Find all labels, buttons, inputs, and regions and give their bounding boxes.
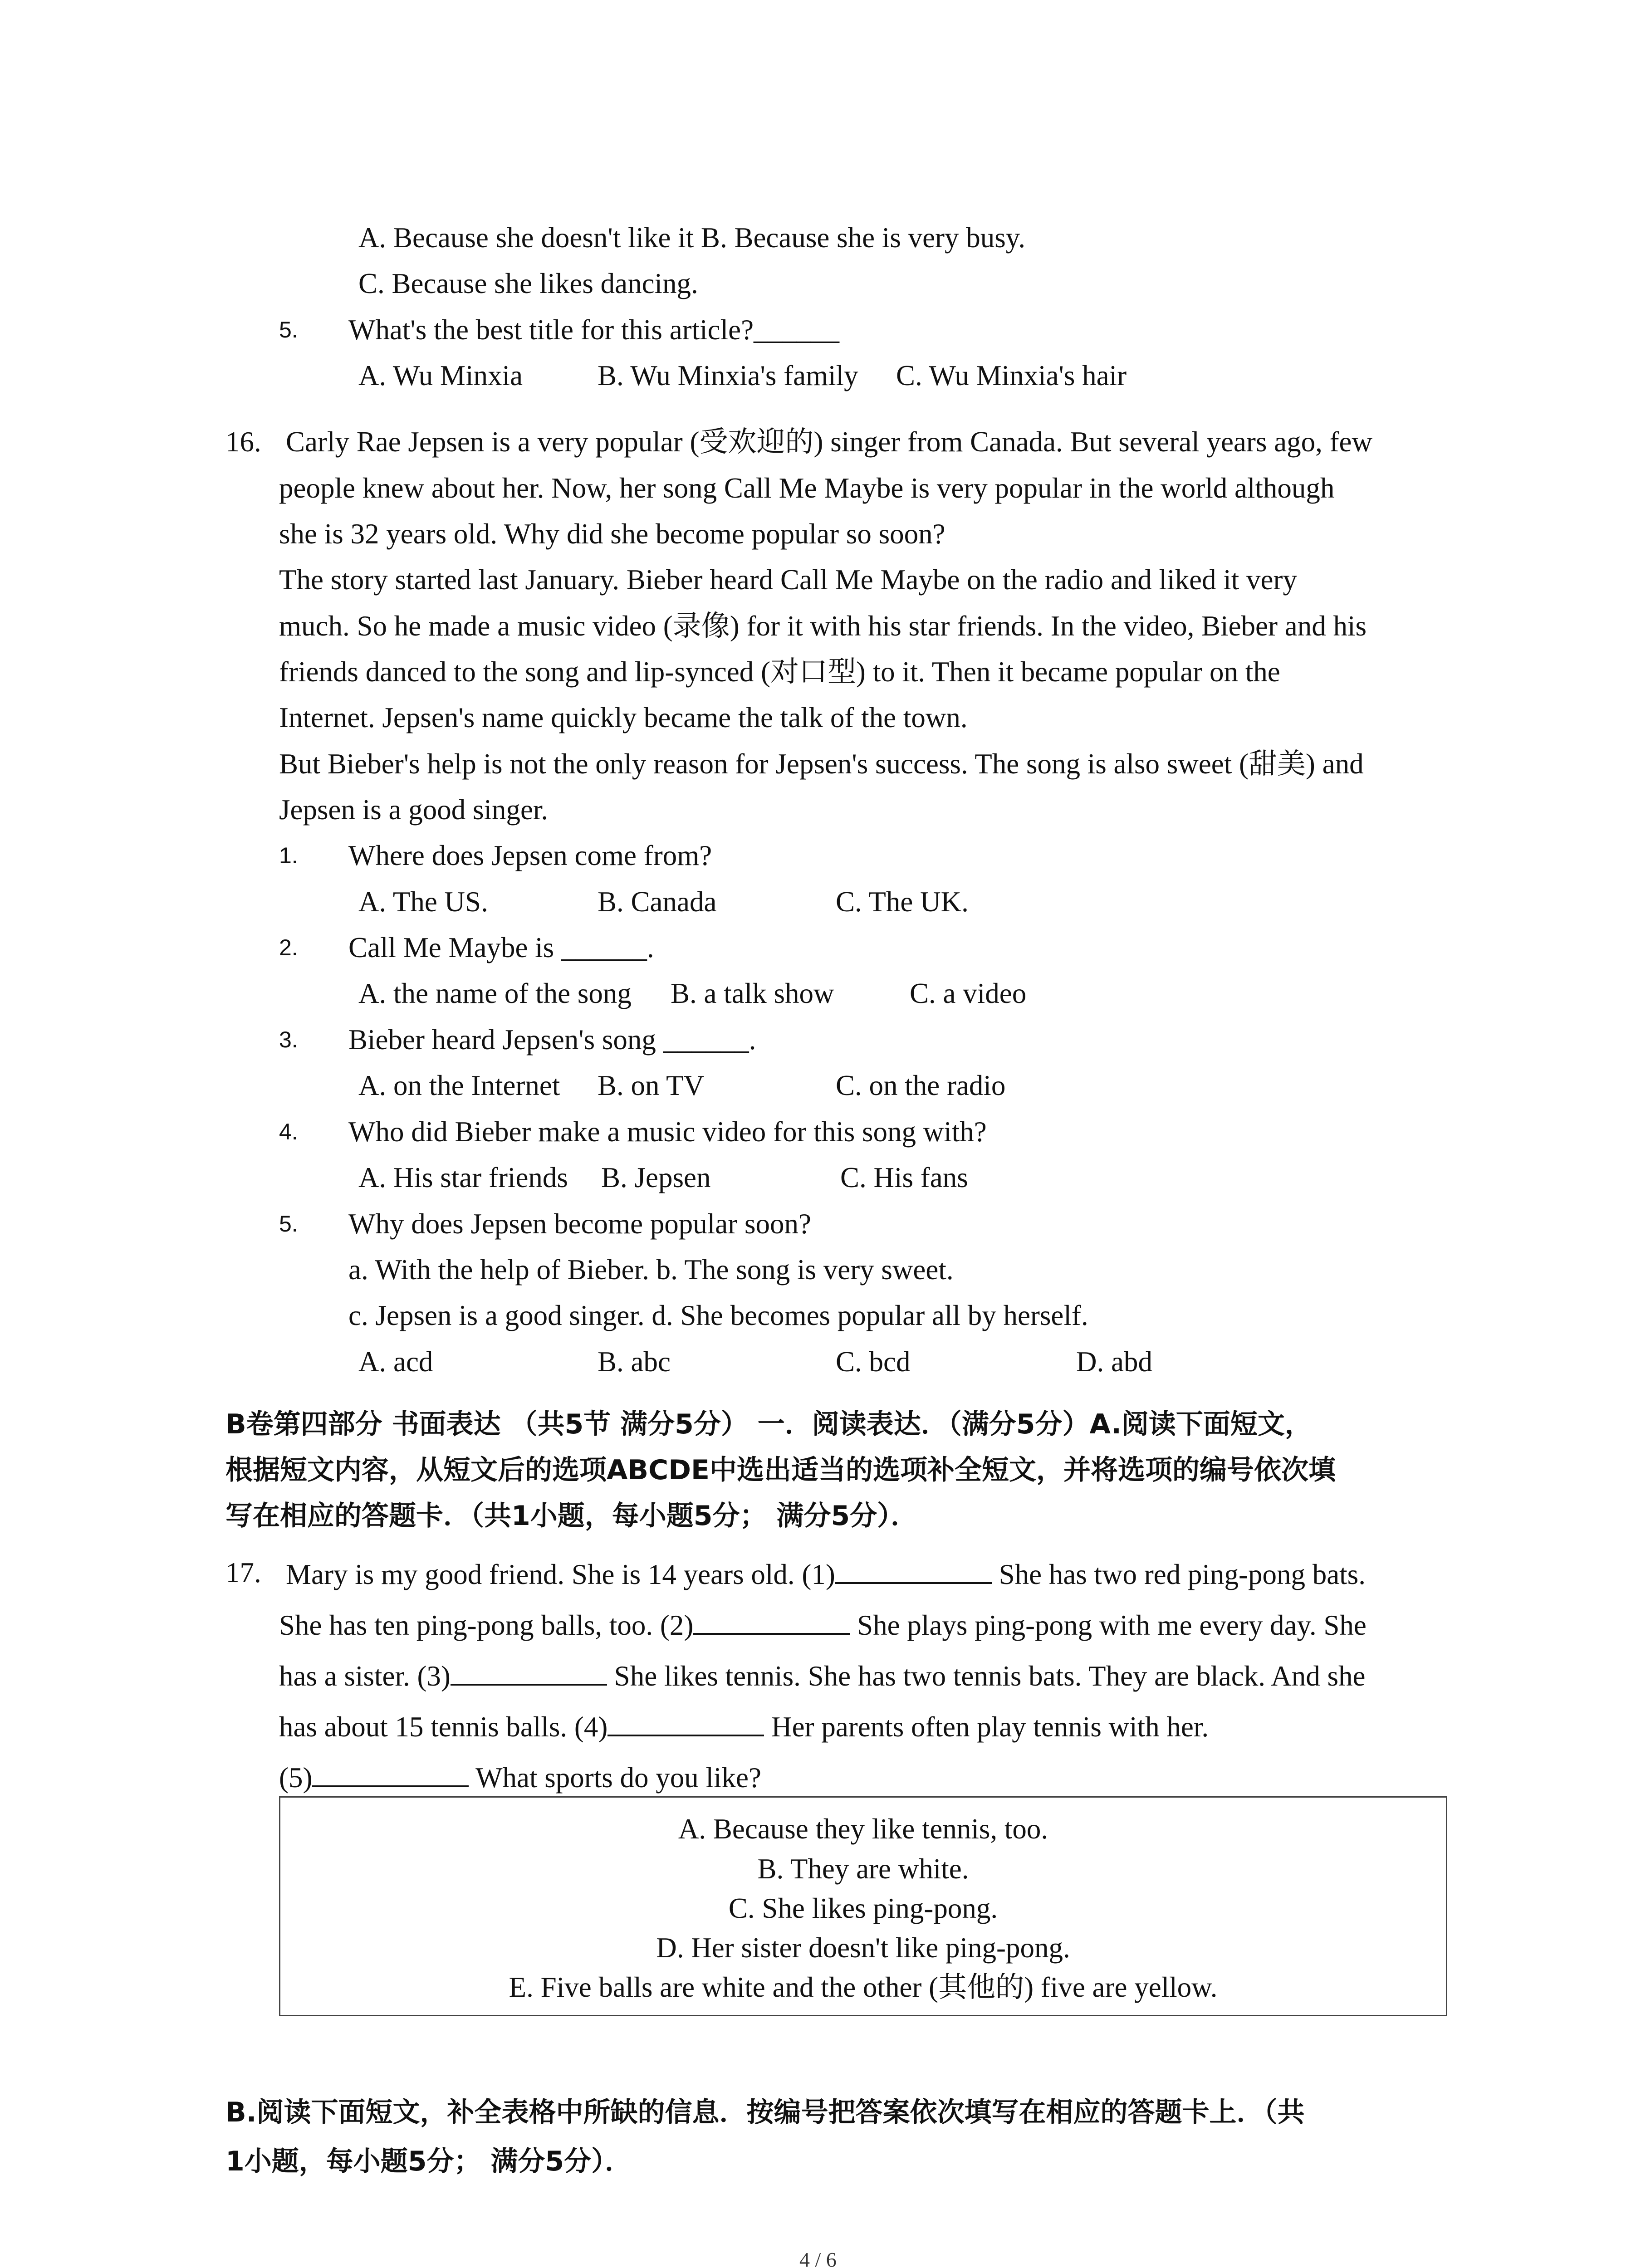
q16-passage-line: Jepsen is a good singer. (279, 794, 549, 826)
q16-passage-line: she is 32 years old. Why did she become popular so soon? (279, 518, 945, 550)
q17-text: has about 15 tennis balls. (4) (279, 1711, 608, 1743)
q16-3-option-c: C. on the radio (836, 1070, 1006, 1101)
q17-line (279, 1660, 1365, 1691)
q16-1-option-b: B. Canada (598, 886, 717, 918)
q15-5-option-b: B. Wu Minxia's family (598, 360, 858, 391)
q16-2-option-b: B. a talk show (671, 978, 834, 1009)
q16-4-number: 4. (279, 1119, 298, 1144)
q17-line (279, 1711, 1209, 1741)
q17-text: Her parents often play tennis with her. (764, 1711, 1209, 1743)
q16-5-option-c: C. bcd (836, 1346, 911, 1378)
q16-5-number: 5. (279, 1211, 298, 1237)
q16-1-text: Where does Jepsen come from? (348, 840, 712, 871)
q17-blank-5[interactable] (312, 1762, 469, 1787)
q16-4-option-a: A. His star friends (358, 1162, 568, 1193)
q17-text: (5) (279, 1762, 313, 1794)
section-b-header-line: B.阅读下面短文，补全表格中所缺的信息．按编号把答案依次填写在相应的答题卡上．（共 (225, 2097, 1305, 2128)
q16-passage-line: people knew about her. Now, her song Call Me Maybe is very popular in the world although (279, 472, 1335, 504)
q16-5-statements-cd: c. Jepsen is a good singer. d. She becomes popular all by herself. (348, 1300, 1088, 1331)
q16-2-text: Call Me Maybe is ______. (348, 932, 654, 963)
q17-text: has a sister. (3) (279, 1660, 451, 1692)
q16-3-option-b: B. on TV (598, 1070, 705, 1101)
section-b-header-line: 1小题，每小题5分； 满分5分）． (225, 2146, 632, 2177)
q16-1-option-a: A. The US. (358, 886, 488, 918)
section-header-line: 根据短文内容，从短文后的选项ABCDE中选出适当的选项补全短文，并将选项的编号依次填 (225, 1454, 1336, 1486)
q16-3-option-a: A. on the Internet (358, 1070, 560, 1101)
q15-4-options-row1: A. Because she doesn't like it B. Because she is very busy. (358, 222, 1025, 254)
q17-line (286, 1559, 1366, 1589)
q16-5-text: Why does Jepsen become popular soon? (348, 1208, 811, 1240)
q17-blank-4[interactable] (607, 1711, 764, 1736)
q16-2-option-a: A. the name of the song (358, 978, 632, 1009)
q17-options-box (279, 1796, 1447, 2016)
q17-text: What sports do you like? (469, 1762, 761, 1794)
q17-option: B. They are white. (757, 1853, 969, 1885)
q15-5-option-a: A. Wu Minxia (358, 360, 523, 391)
q16-1-number: 1. (279, 843, 298, 868)
q16-4-text: Who did Bieber make a music video for this song with? (348, 1116, 987, 1148)
q16-3-text: Bieber heard Jepsen's song ______. (348, 1024, 756, 1056)
q17-text: She has ten ping-pong balls, too. (2) (279, 1609, 694, 1641)
page-number: 4 / 6 (799, 2248, 837, 2268)
q17-text: She plays ping-pong with me every day. She (850, 1609, 1367, 1641)
q16-number: 16. (225, 426, 261, 458)
q16-5-option-b: B. abc (598, 1346, 671, 1378)
q17-blank-3[interactable] (451, 1660, 607, 1686)
q15-5-text: What's the best title for this article?______ (348, 314, 840, 346)
q17-blank-2[interactable] (693, 1609, 850, 1635)
q16-4-option-c: C. His fans (840, 1162, 968, 1193)
q16-3-number: 3. (279, 1027, 298, 1052)
q17-line (279, 1762, 761, 1792)
q17-number: 17. (225, 1557, 261, 1589)
q16-passage-line: The story started last January. Bieber heard Call Me Maybe on the radio and liked it very (279, 564, 1297, 596)
q16-passage-line: friends danced to the song and lip-synced (对口型) to it. Then it became popular on the (279, 656, 1280, 688)
q16-passage-line: But Bieber's help is not the only reason for Jepsen's success. The song is also sweet (甜美) and (279, 748, 1364, 780)
q15-5-option-c: C. Wu Minxia's hair (896, 360, 1127, 391)
q16-passage-line: Internet. Jepsen's name quickly became the talk of the town. (279, 702, 968, 733)
q16-2-number: 2. (279, 935, 298, 960)
section-header-line: B卷第四部分 书面表达 （共5节 满分5分） 一．阅读表达．（满分5分）A.阅读下面短文， (225, 1408, 1312, 1440)
q17-line (279, 1609, 1367, 1640)
q17-text: She likes tennis. She has two tennis bats. They are black. And she (607, 1660, 1366, 1692)
q16-passage-line: Carly Rae Jepsen is a very popular (受欢迎的) singer from Canada. But several years ago, few (286, 426, 1373, 458)
q17-option: C. She likes ping-pong. (728, 1892, 998, 1924)
q17-option: A. Because they like tennis, too. (678, 1813, 1048, 1845)
q17-option: E. Five balls are white and the other (其他的) five are yellow. (509, 1971, 1218, 2003)
q15-4-options-row2: C. Because she likes dancing. (358, 268, 698, 299)
q15-5-number: 5. (279, 317, 298, 342)
q17-text: Mary is my good friend. She is 14 years old. (1) (286, 1559, 835, 1590)
q16-5-option-a: A. acd (358, 1346, 433, 1378)
q16-5-statements-ab: a. With the help of Bieber. b. The song is very sweet. (348, 1254, 954, 1286)
q16-passage-line: much. So he made a music video (录像) for it with his star friends. In the video, Bieber and his (279, 610, 1367, 642)
q16-5-option-d: D. abd (1076, 1346, 1152, 1378)
q17-text: She has two red ping-pong bats. (991, 1559, 1366, 1590)
q16-1-option-c: C. The UK. (836, 886, 969, 918)
q17-blank-1[interactable] (835, 1559, 992, 1584)
q16-2-option-c: C. a video (910, 978, 1027, 1009)
section-header-line: 写在相应的答题卡．（共1小题，每小题5分； 满分5分）． (225, 1500, 918, 1532)
q16-4-option-b: B. Jepsen (601, 1162, 711, 1193)
q17-option: D. Her sister doesn't like ping-pong. (656, 1932, 1070, 1964)
